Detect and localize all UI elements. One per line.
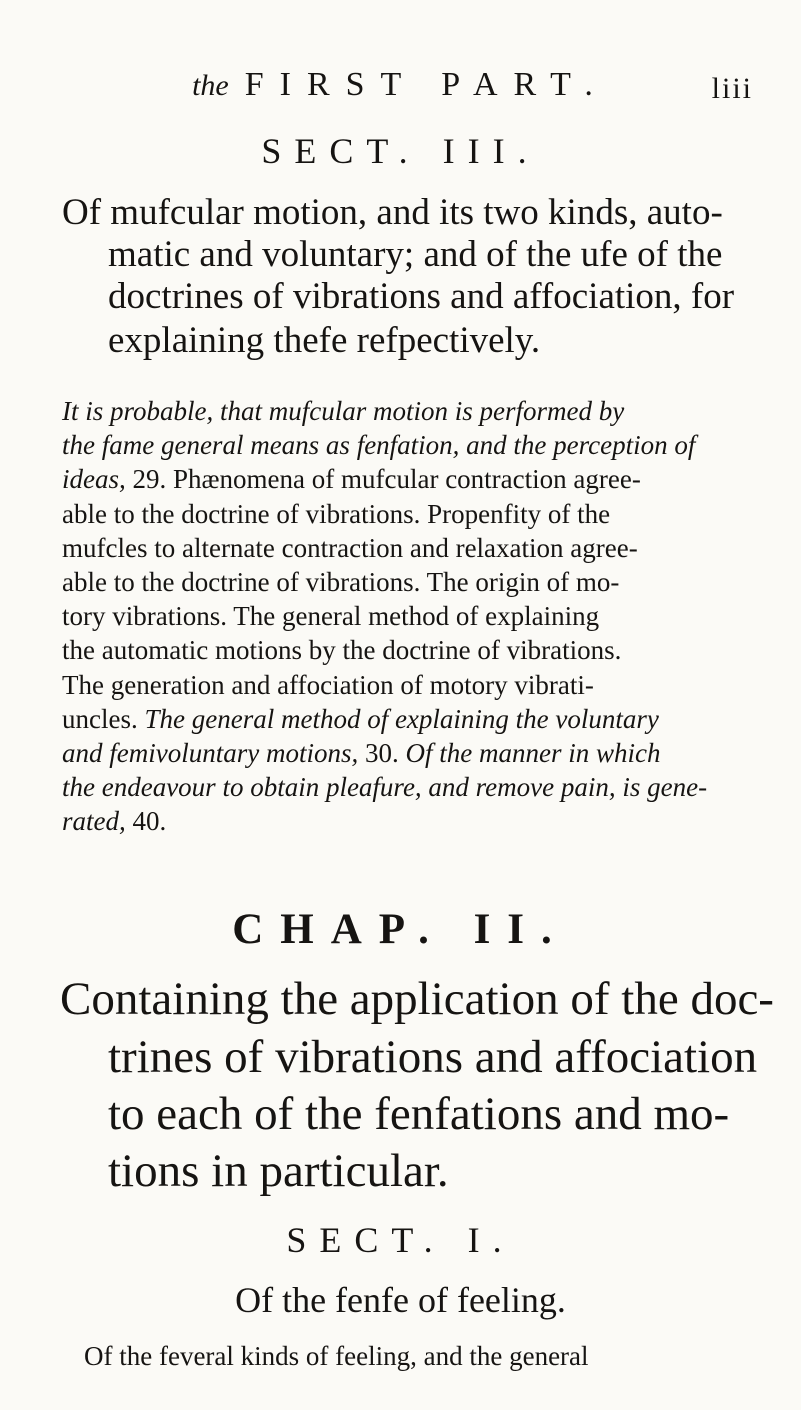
- section-3-summary-line: [62, 498, 611, 529]
- chapter-2-title-line: to each of the fenfations and mo-: [108, 1088, 730, 1140]
- chapter-2-heading: CHAP. II.: [232, 906, 569, 953]
- section-1-summary-line: Of the feveral kinds of feeling, and the general: [84, 1341, 589, 1371]
- roman-segment: able to the doctrine of vibrations. Propenfity of the: [62, 498, 611, 529]
- section-1-heading: SECT. I.: [286, 1220, 515, 1260]
- chapter-2-title-line: trines of vibrations and affociation: [108, 1031, 758, 1083]
- italic-segment: It is probable, that mufcular motion is performed by: [62, 396, 625, 426]
- section-3-summary-line: [62, 532, 638, 563]
- running-head-caps: FIRST PART.: [244, 66, 609, 103]
- section-3-summary-line: [62, 432, 695, 459]
- section-3-summary-line: [62, 669, 594, 700]
- section-3-title-line: doctrines of vibrations and affociation, for: [108, 276, 735, 317]
- section-3-summary-line: [62, 398, 624, 425]
- running-head: [0, 68, 801, 102]
- italic-segment: the fame general means as fenfation, and the perception of: [62, 430, 696, 461]
- roman-segment: 29. Phænomena of mufcular contraction agree-: [125, 464, 641, 495]
- section-3-summary-line: [62, 603, 599, 630]
- section-3-title-line: explaining thefe refpectively.: [108, 320, 541, 361]
- roman-segment: able to the doctrine of vibrations. The origin of mo-: [62, 567, 620, 597]
- roman-segment: 30.: [358, 738, 406, 768]
- section-1-title: Of the fenfe of feeling.: [235, 1280, 566, 1320]
- italic-segment: rated,: [62, 806, 126, 837]
- section-3-summary-line: [62, 774, 707, 801]
- italic-segment: ideas,: [62, 464, 126, 495]
- section-3-summary-line: [62, 703, 659, 734]
- section-3-summary-line: [62, 637, 621, 664]
- italic-segment: the endeavour to obtain pleafure, and remove pain, is gene-: [62, 772, 708, 803]
- roman-segment: 40.: [125, 806, 167, 837]
- section-3-heading: SECT. III.: [261, 131, 540, 171]
- section-3-summary-line: [62, 466, 641, 493]
- roman-segment: mufcles to alternate contraction and relaxation agree-: [62, 532, 638, 563]
- page-number: liii: [711, 72, 753, 105]
- chapter-2-title-line: tions in particular.: [108, 1145, 449, 1197]
- running-head-italic: the: [192, 69, 229, 102]
- section-3-title-line: Of mufcular motion, and its two kinds, auto-: [62, 192, 723, 233]
- italic-segment: and femivoluntary motions,: [62, 738, 359, 768]
- chapter-2-title-line: Containing the application of the doc-: [60, 973, 774, 1025]
- roman-segment: tory vibrations. The general method of explaining: [62, 601, 600, 632]
- roman-segment: the automatic motions by the doctrine of vibrations.: [62, 635, 622, 666]
- italic-segment: Of the manner in which: [405, 738, 661, 768]
- section-3-summary-line: [62, 740, 660, 767]
- section-3-title-line: matic and voluntary; and of the ufe of the: [108, 234, 723, 275]
- section-3-summary-line: [62, 808, 166, 835]
- italic-segment: The general method of explaining the voluntary: [144, 703, 659, 734]
- section-3-summary-line: [62, 569, 619, 596]
- roman-segment: The generation and affociation of motory vibrati-: [62, 669, 594, 700]
- roman-segment: uncles.: [62, 703, 145, 734]
